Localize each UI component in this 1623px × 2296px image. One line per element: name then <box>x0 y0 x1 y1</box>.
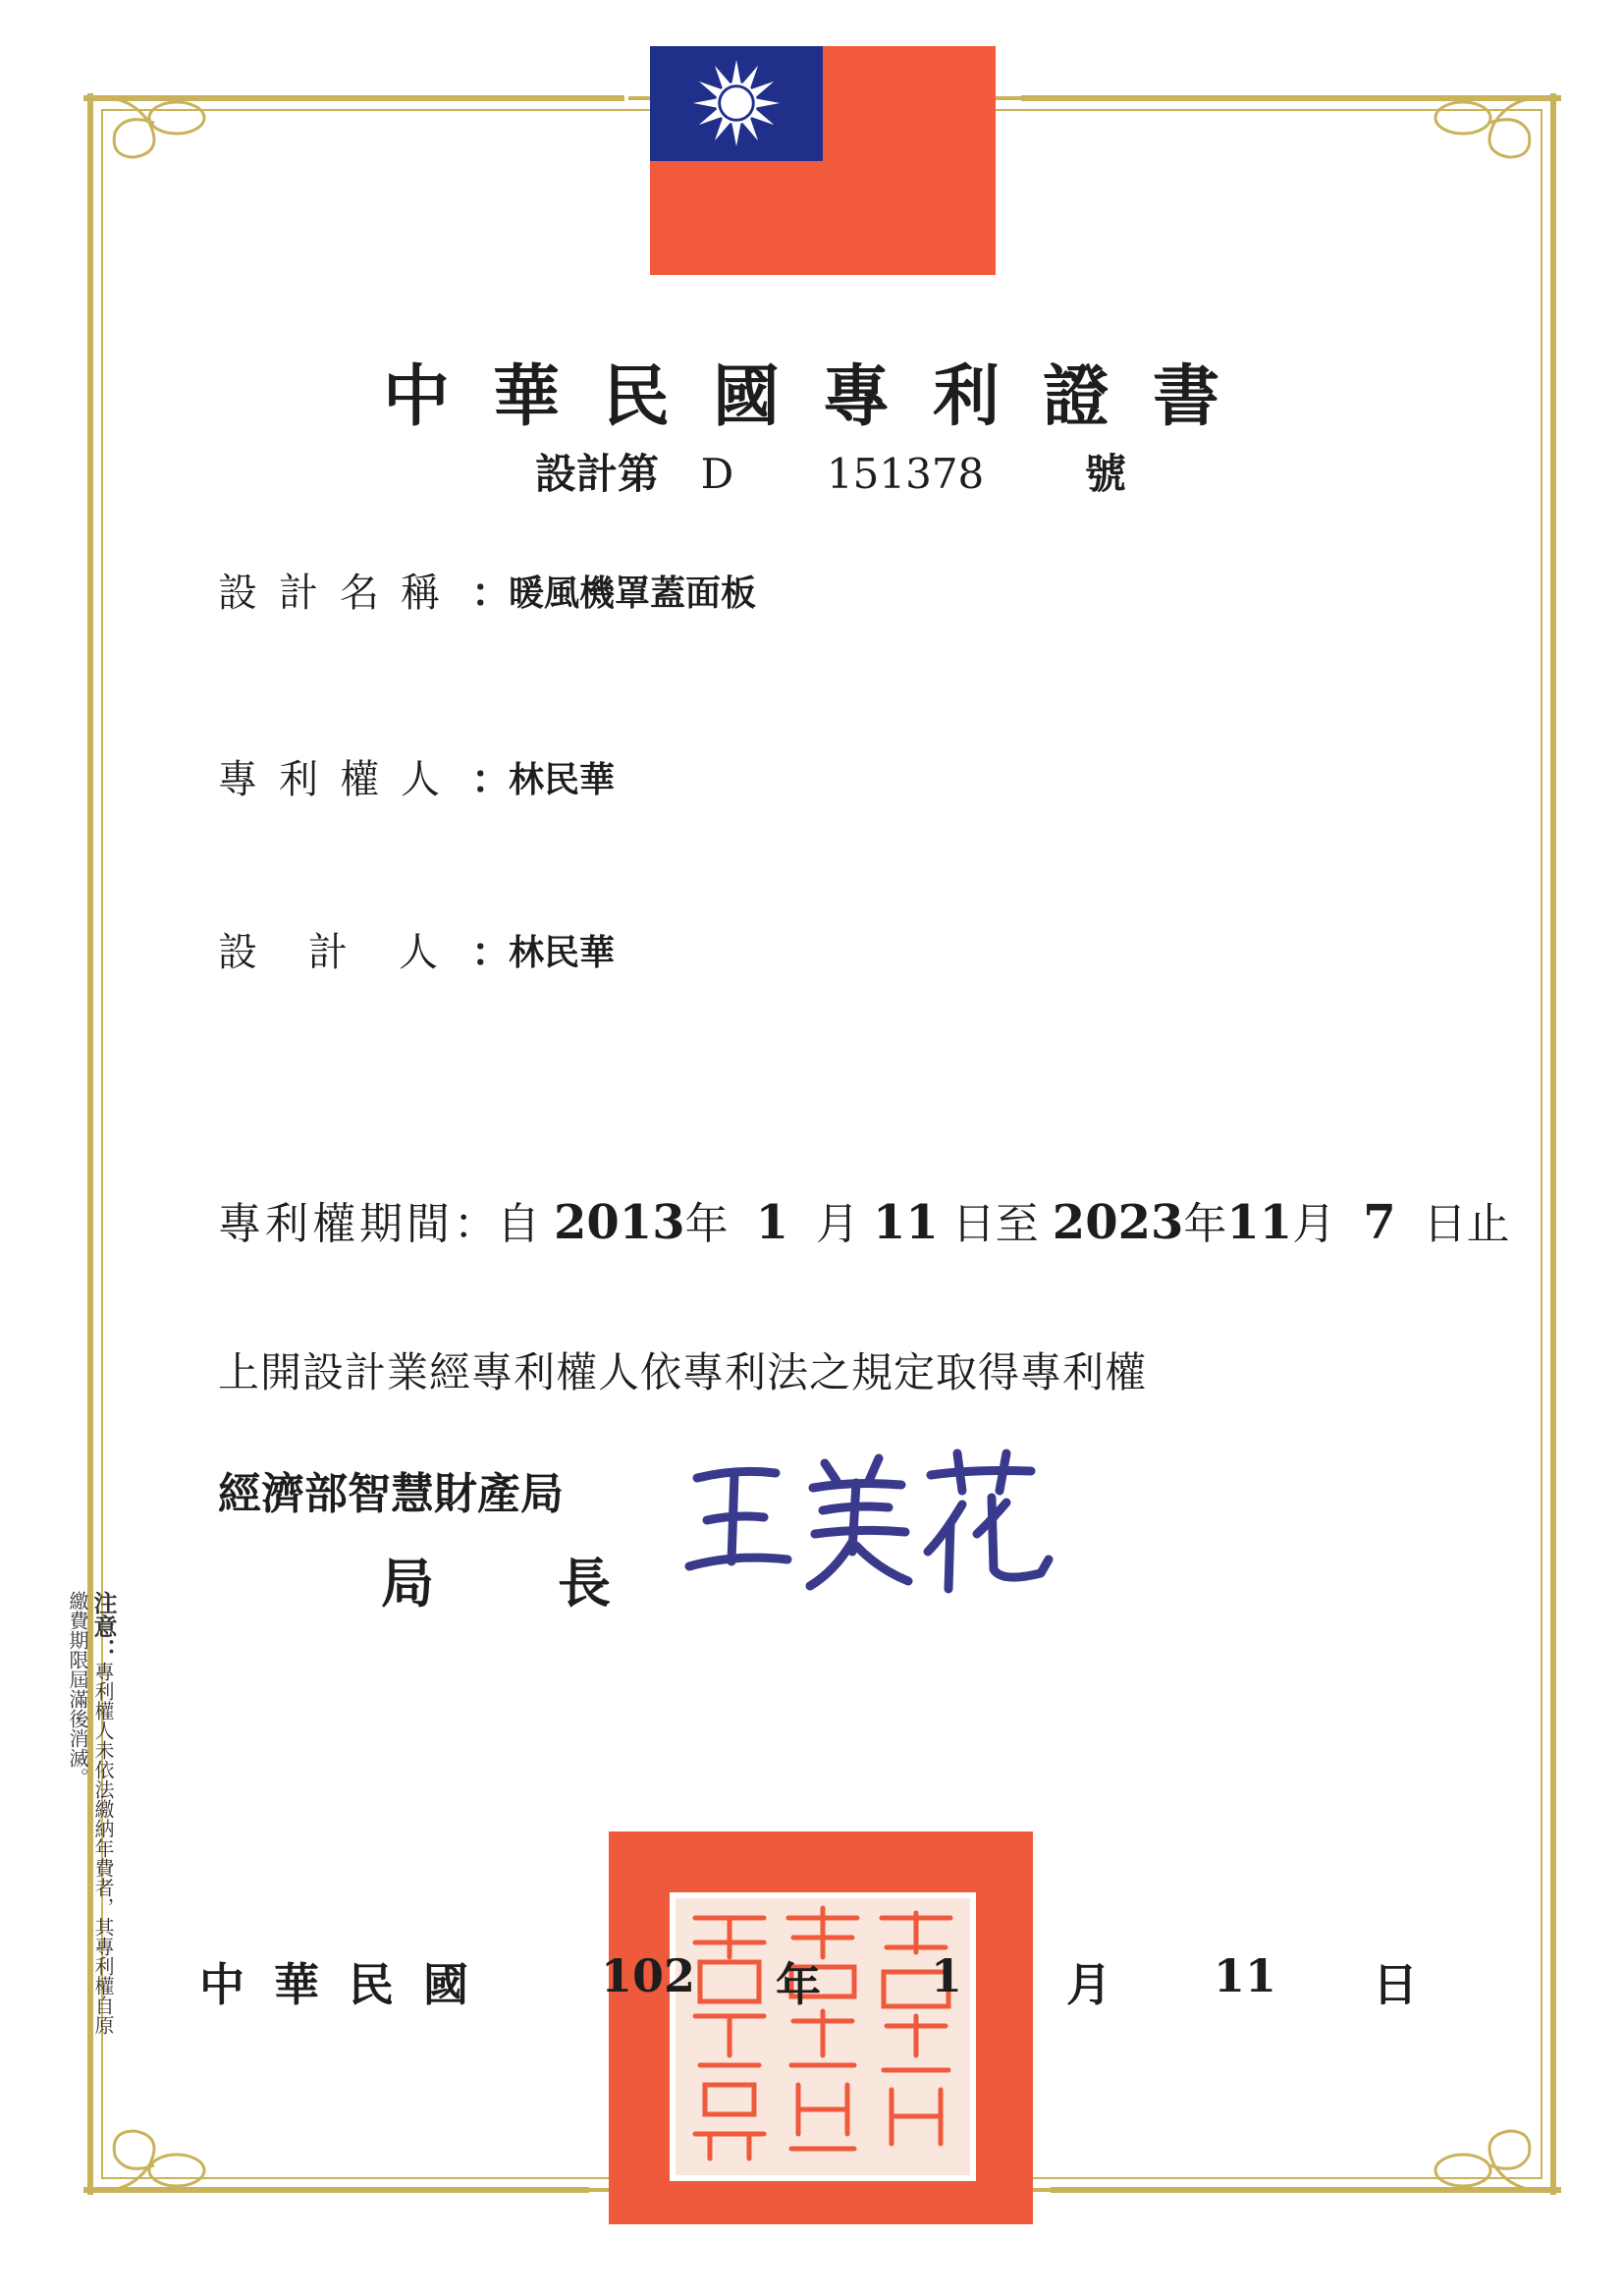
notice-heading: 注意： <box>89 1591 118 1662</box>
period-year-word-1: 年 <box>684 1199 729 1249</box>
number-suffix: 號 <box>1084 450 1126 498</box>
patent-period-row <box>218 1188 1510 1250</box>
period-day-word: 日 <box>951 1199 996 1249</box>
period-end-day: 7 <box>1363 1195 1396 1250</box>
roc-flag-emblem <box>650 46 996 275</box>
designer-value: 林民華 <box>509 932 616 973</box>
grant-statement: 上開設計業經專利權人依專利法之規定取得專利權 <box>218 1348 1148 1396</box>
period-to: 至 <box>995 1199 1039 1249</box>
number-prefix: 設計第 <box>535 450 660 498</box>
period-colon: ： <box>454 1199 497 1249</box>
period-end-word: 日止 <box>1423 1199 1510 1249</box>
period-label: 專利權期間 <box>218 1199 454 1249</box>
issue-date-year-word: 年 <box>776 1958 821 2011</box>
seal-glyphs <box>676 1898 970 2175</box>
design-name-label: 設計名稱 <box>218 571 461 616</box>
issue-date-era: 中華民國 <box>199 1958 498 2011</box>
number-letter: D <box>700 450 734 498</box>
period-start-year: 2013 <box>554 1195 685 1250</box>
issue-date-year: 102 <box>601 1949 696 2002</box>
issue-date-month: 1 <box>931 1949 963 2002</box>
period-start-day: 11 <box>873 1195 939 1250</box>
director-title-left: 局 <box>381 1552 434 1614</box>
period-year-word-2: 年 <box>1183 1199 1227 1249</box>
period-start-month: 1 <box>755 1195 788 1250</box>
designer-colon: ： <box>471 929 511 975</box>
director-title-right: 長 <box>558 1552 611 1614</box>
design-name-colon: ： <box>471 570 511 616</box>
white-sun-icon <box>689 56 784 150</box>
certificate-title: 中華民國專利證書 <box>383 357 1264 436</box>
official-red-seal <box>609 1831 1033 2224</box>
issue-date-day: 11 <box>1214 1949 1277 2002</box>
certificate-number-row <box>535 442 1126 501</box>
period-end-month: 11 <box>1226 1195 1293 1250</box>
designer-label: 設 計 人 <box>218 930 444 975</box>
issue-date-month-word: 月 <box>1066 1958 1111 2011</box>
notice-body: 專利權人未依法繳納年費者，其專利權自原繳費期限屆滿後消滅。 <box>66 1591 115 2035</box>
seal-inner-panel <box>670 1892 976 2181</box>
period-end-year: 2023 <box>1052 1195 1184 1250</box>
issue-date-day-word: 日 <box>1373 1958 1418 2011</box>
director-signature <box>677 1444 1070 1601</box>
patentee-value: 林民華 <box>509 759 616 800</box>
issuing-office: 經濟部智慧財產局 <box>218 1469 564 1519</box>
patentee-label: 專利權人 <box>218 757 461 802</box>
renewal-fee-notice <box>27 1591 116 2052</box>
design-name-value: 暖風機罩蓋面板 <box>509 573 757 614</box>
period-month-word-2: 月 <box>1292 1199 1336 1249</box>
flag-blue-canton <box>650 46 823 161</box>
patentee-colon: ： <box>471 756 511 802</box>
period-from: 自 <box>497 1199 540 1249</box>
period-month-word-1: 月 <box>816 1199 859 1249</box>
patent-number: 151378 <box>826 450 985 498</box>
